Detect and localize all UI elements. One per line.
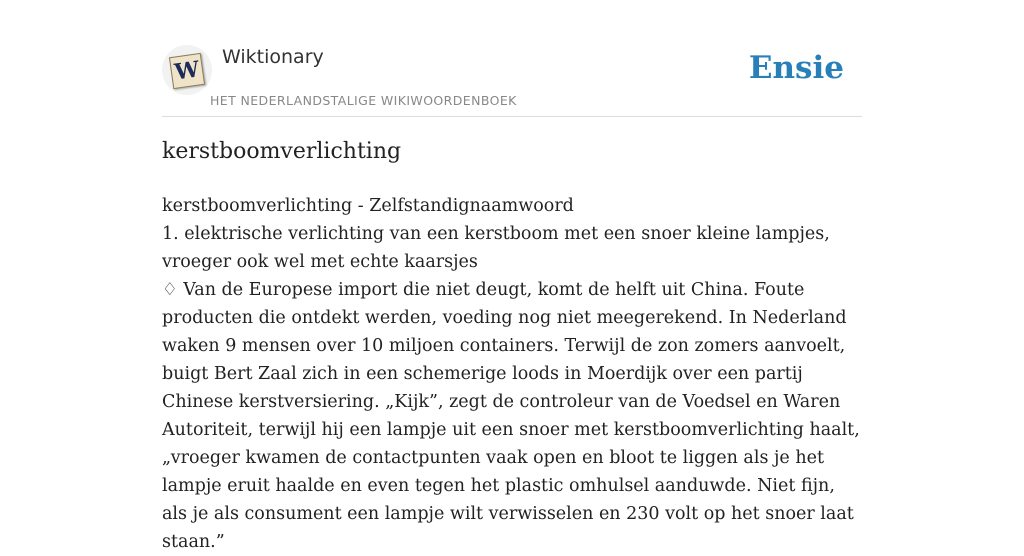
word-type: kerstboomverlichting - Zelfstandignaamwoord [162,196,574,216]
article-content [162,192,862,556]
page-header [162,40,862,117]
definition: 1. elektrische verlichting van een kerstboom met een snoer kleine lampjes, vroeger ook wel met echte kaarsjes [162,224,830,272]
logo-letter: W [172,56,202,86]
example-quote: ♢ Van de Europese import die niet deugt, komt de helft uit China. Foute producten die ontdekt werden, voeding nog niet meegerekend. In Nederland waken 9 mensen over 10 miljoen containers. Terwijl de zon zomers aanvoelt, buigt Bert Zaal zich in een schemerige loods in Moerdijk over een partij Chinese kerstversiering. „Kijk”, zegt de controleur van de Voedsel en Waren Autoriteit, terwijl hij een lampje uit een snoer met kerstboomverlichting haalt, „vroeger kwamen de contactpunten vaak open en bloot te liggen als je het lampje eruit haalde en even tegen het plastic omhulsel aanduwde. Niet fijn, als je als consument een lampje wilt verwisselen en 230 volt op het snoer laat staan.” [162,280,860,552]
ensie-logo[interactable]: Ensie [748,50,844,86]
site-name[interactable]: Wiktionary [222,46,324,68]
site-tagline: HET NEDERLANDSTALIGE WIKIWOORDENBOEK [210,93,517,108]
logo-tile-icon [169,53,205,89]
wiktionary-logo[interactable] [162,45,212,95]
page-title: kerstboomverlichting [162,139,402,164]
